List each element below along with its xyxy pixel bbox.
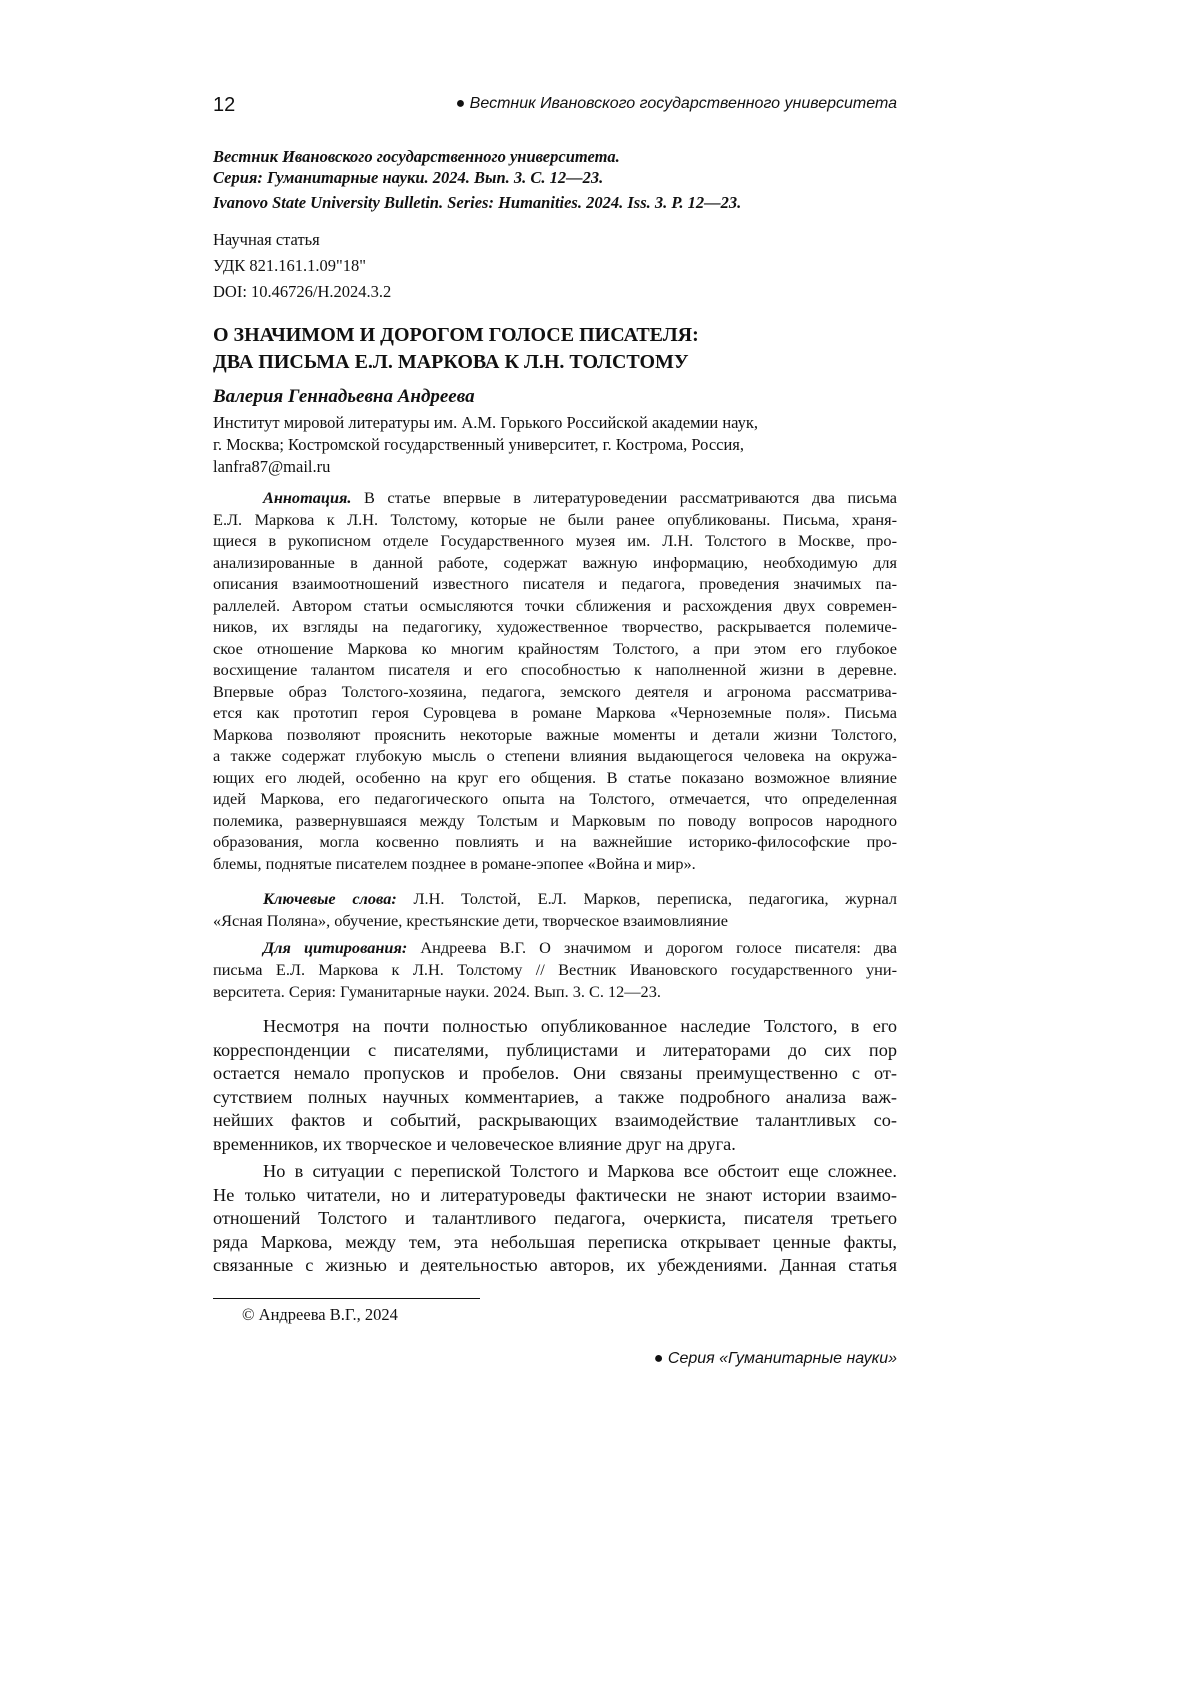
section-label: Ключевые слова: bbox=[263, 889, 397, 908]
text-line bbox=[213, 681, 897, 703]
line-text: г. Москва; Костромской государственный университет, г. Кострома, Россия, bbox=[213, 435, 745, 454]
journal-citation-ru-2: Серия: Гуманитарные науки. 2024. Вып. 3. С. 12—23. bbox=[213, 168, 604, 187]
text-line bbox=[213, 595, 897, 617]
footnote-divider bbox=[213, 1298, 480, 1299]
text-line bbox=[213, 1207, 897, 1231]
text-line bbox=[213, 456, 897, 478]
text-line bbox=[213, 616, 897, 638]
line-text: сутствием полных научных комментариев, а также подробного анализа важ- bbox=[213, 1086, 897, 1107]
line-text: корреспонденции с писателями, публицистами и литераторами до сих пор bbox=[213, 1039, 897, 1060]
footer-series: ● Серия «Гуманитарные науки» bbox=[653, 1350, 897, 1367]
line-text: ников, их взгляды на педагогику, художественное творчество, раскрывается полемиче- bbox=[213, 617, 897, 636]
text-line bbox=[213, 1039, 897, 1063]
text-line bbox=[213, 509, 897, 531]
line-text: Маркова позволяют прояснить некоторые важные моменты и детали жизни Толстого, bbox=[213, 724, 897, 744]
title-line: О ЗНАЧИМОМ И ДОРОГОМ ГОЛОСЕ ПИСАТЕЛЯ: bbox=[213, 324, 699, 346]
text-line bbox=[213, 788, 897, 810]
section-label: Для цитирования: bbox=[263, 938, 408, 957]
line-text: образования, могла косвенно повлиять и на важнейшие историко-философские про- bbox=[213, 832, 897, 851]
line-text: описания взаимоотношений известного писателя и педагога, проведения значимых па- bbox=[213, 574, 897, 593]
text-line bbox=[213, 937, 897, 959]
text-line bbox=[213, 1086, 897, 1110]
line-text: Несмотря на почти полностью опубликованное наследие Толстого, в его bbox=[263, 1016, 897, 1036]
line-text: остается немало пропусков и пробелов. Они связаны преимущественно с от- bbox=[213, 1063, 897, 1084]
line-text: ряда Маркова, между тем, эта небольшая переписка открывает ценные факты, bbox=[213, 1231, 897, 1252]
keywords bbox=[213, 888, 897, 931]
text-line bbox=[213, 487, 897, 509]
line-text: «Ясная Поляна», обучение, крестьянские дети, творческое взаимовлияние bbox=[213, 910, 728, 930]
line-text: раллелей. Автором статьи осмысляются точки сближения и расхождения двух современ- bbox=[213, 595, 897, 615]
text-line bbox=[213, 573, 897, 595]
line-text: связанные с жизнью и деятельностью авторов, их убеждениями. Данная статья bbox=[213, 1255, 897, 1276]
line-text: нейших фактов и событий, раскрывающих взаимодействие талантливых со- bbox=[213, 1110, 897, 1131]
text-line bbox=[213, 831, 897, 853]
body-paragraph-1 bbox=[213, 1015, 897, 1157]
journal-citation-ru-1: Вестник Ивановского государственного университета. bbox=[213, 147, 620, 166]
text-line bbox=[213, 745, 897, 767]
section-label: Аннотация. bbox=[263, 488, 352, 507]
text-line bbox=[213, 1160, 897, 1184]
text-line bbox=[213, 910, 897, 932]
text-line bbox=[213, 1184, 897, 1208]
text-line bbox=[213, 1133, 897, 1157]
text-line bbox=[213, 1109, 897, 1133]
line-text: Институт мировой литературы им. А.М. Горького Российской академии наук, bbox=[213, 413, 759, 432]
copyright: © Андреева В.Г., 2024 bbox=[242, 1305, 398, 1324]
abstract bbox=[213, 487, 897, 874]
text-line bbox=[213, 552, 897, 574]
udc-code: УДК 821.161.1.09"18" bbox=[213, 256, 366, 275]
line-text: полемика, развернувшаяся между Толстым и Марковым по поводу вопросов народного bbox=[213, 810, 897, 830]
text-line bbox=[213, 767, 897, 789]
text-line bbox=[213, 412, 897, 434]
text-line bbox=[213, 1062, 897, 1086]
line-text: временников, их творческое и человеческое влияние друг на друга. bbox=[213, 1133, 736, 1154]
article-title bbox=[213, 322, 699, 376]
body-paragraph-2 bbox=[213, 1160, 897, 1278]
title-line: ДВА ПИСЬМА Е.Л. МАРКОВА К Л.Н. ТОЛСТОМУ bbox=[213, 351, 689, 373]
line-text: Впервые образ Толстого-хозяина, педагога, земского деятеля и агронома рассматрива- bbox=[213, 681, 897, 701]
line-text: В статье впервые в литературоведении рассматриваются два письма bbox=[364, 488, 897, 507]
line-text: идей Маркова, его педагогического опыта на Толстого, отмечается, что определенная bbox=[213, 789, 897, 808]
line-text: ское отношение Маркова ко многим крайностям Толстого, а при этом его глубокое bbox=[213, 638, 897, 658]
text-line bbox=[213, 724, 897, 746]
line-text: Но в ситуации с перепиской Толстого и Маркова все обстоит еще сложнее. bbox=[263, 1161, 897, 1181]
text-line bbox=[213, 1015, 897, 1039]
text-line bbox=[213, 981, 897, 1003]
journal-citation-en: Ivanovo State University Bulletin. Series: Humanities. 2024. Iss. 3. P. 12—23. bbox=[213, 193, 742, 212]
text-line bbox=[213, 853, 897, 875]
text-line bbox=[213, 1231, 897, 1255]
line-text: Е.Л. Маркова к Л.Н. Толстому, которые не были ранее опубликованы. Письма, храня- bbox=[213, 509, 897, 529]
author-name: Валерия Геннадьевна Андреева bbox=[213, 386, 475, 407]
line-text: а также содержат глубокую мысль о степени влияния выдающегося человека на окружа- bbox=[213, 746, 897, 765]
text-line bbox=[213, 530, 897, 552]
text-line bbox=[213, 1254, 897, 1278]
line-text: блемы, поднятые писателем позднее в романе-эпопее «Война и мир». bbox=[213, 853, 696, 873]
text-line bbox=[213, 810, 897, 832]
line-text: восхищение талантом писателя и его способностью к наполненной жизни в деревне. bbox=[213, 660, 897, 679]
line-text: письма Е.Л. Маркова к Л.Н. Толстому // Вестник Ивановского государственного уни- bbox=[213, 960, 897, 979]
line-text: lanfra87@mail.ru bbox=[213, 457, 331, 476]
author-affiliation bbox=[213, 412, 897, 478]
page-number: 12 bbox=[213, 94, 236, 116]
line-text: Л.Н. Толстой, Е.Л. Марков, переписка, педагогика, журнал bbox=[413, 889, 898, 908]
line-text: Не только читатели, но и литературоведы фактически не знают истории взаимо- bbox=[213, 1184, 897, 1205]
article-type: Научная статья bbox=[213, 230, 320, 249]
text-line bbox=[213, 959, 897, 981]
line-text: ющих его людей, особенно на круг его общения. В статье показано возможное влияние bbox=[213, 767, 897, 787]
line-text: щиеся в рукописном отделе Государственного музея им. Л.Н. Толстого в Москве, про- bbox=[213, 531, 897, 550]
doi[interactable]: DOI: 10.46726/H.2024.3.2 bbox=[213, 282, 392, 301]
text-line bbox=[213, 888, 897, 910]
citation bbox=[213, 937, 897, 1003]
running-title: ● Вестник Ивановского государственного университета bbox=[455, 95, 897, 112]
line-text: верситета. Серия: Гуманитарные науки. 2024. Вып. 3. С. 12—23. bbox=[213, 982, 661, 1001]
line-text: Андреева В.Г. О значимом и дорогом голосе писателя: два bbox=[420, 938, 897, 957]
line-text: ется как прототип героя Суровцева в романе Маркова «Черноземные поля». Письма bbox=[213, 703, 897, 722]
line-text: анализированные в данной работе, содержат важную информацию, необходимую для bbox=[213, 552, 897, 572]
text-line bbox=[213, 434, 897, 456]
text-line bbox=[213, 702, 897, 724]
text-line bbox=[213, 638, 897, 660]
text-line bbox=[213, 659, 897, 681]
line-text: отношений Толстого и талантливого педагога, очеркиста, писателя третьего bbox=[213, 1208, 897, 1229]
